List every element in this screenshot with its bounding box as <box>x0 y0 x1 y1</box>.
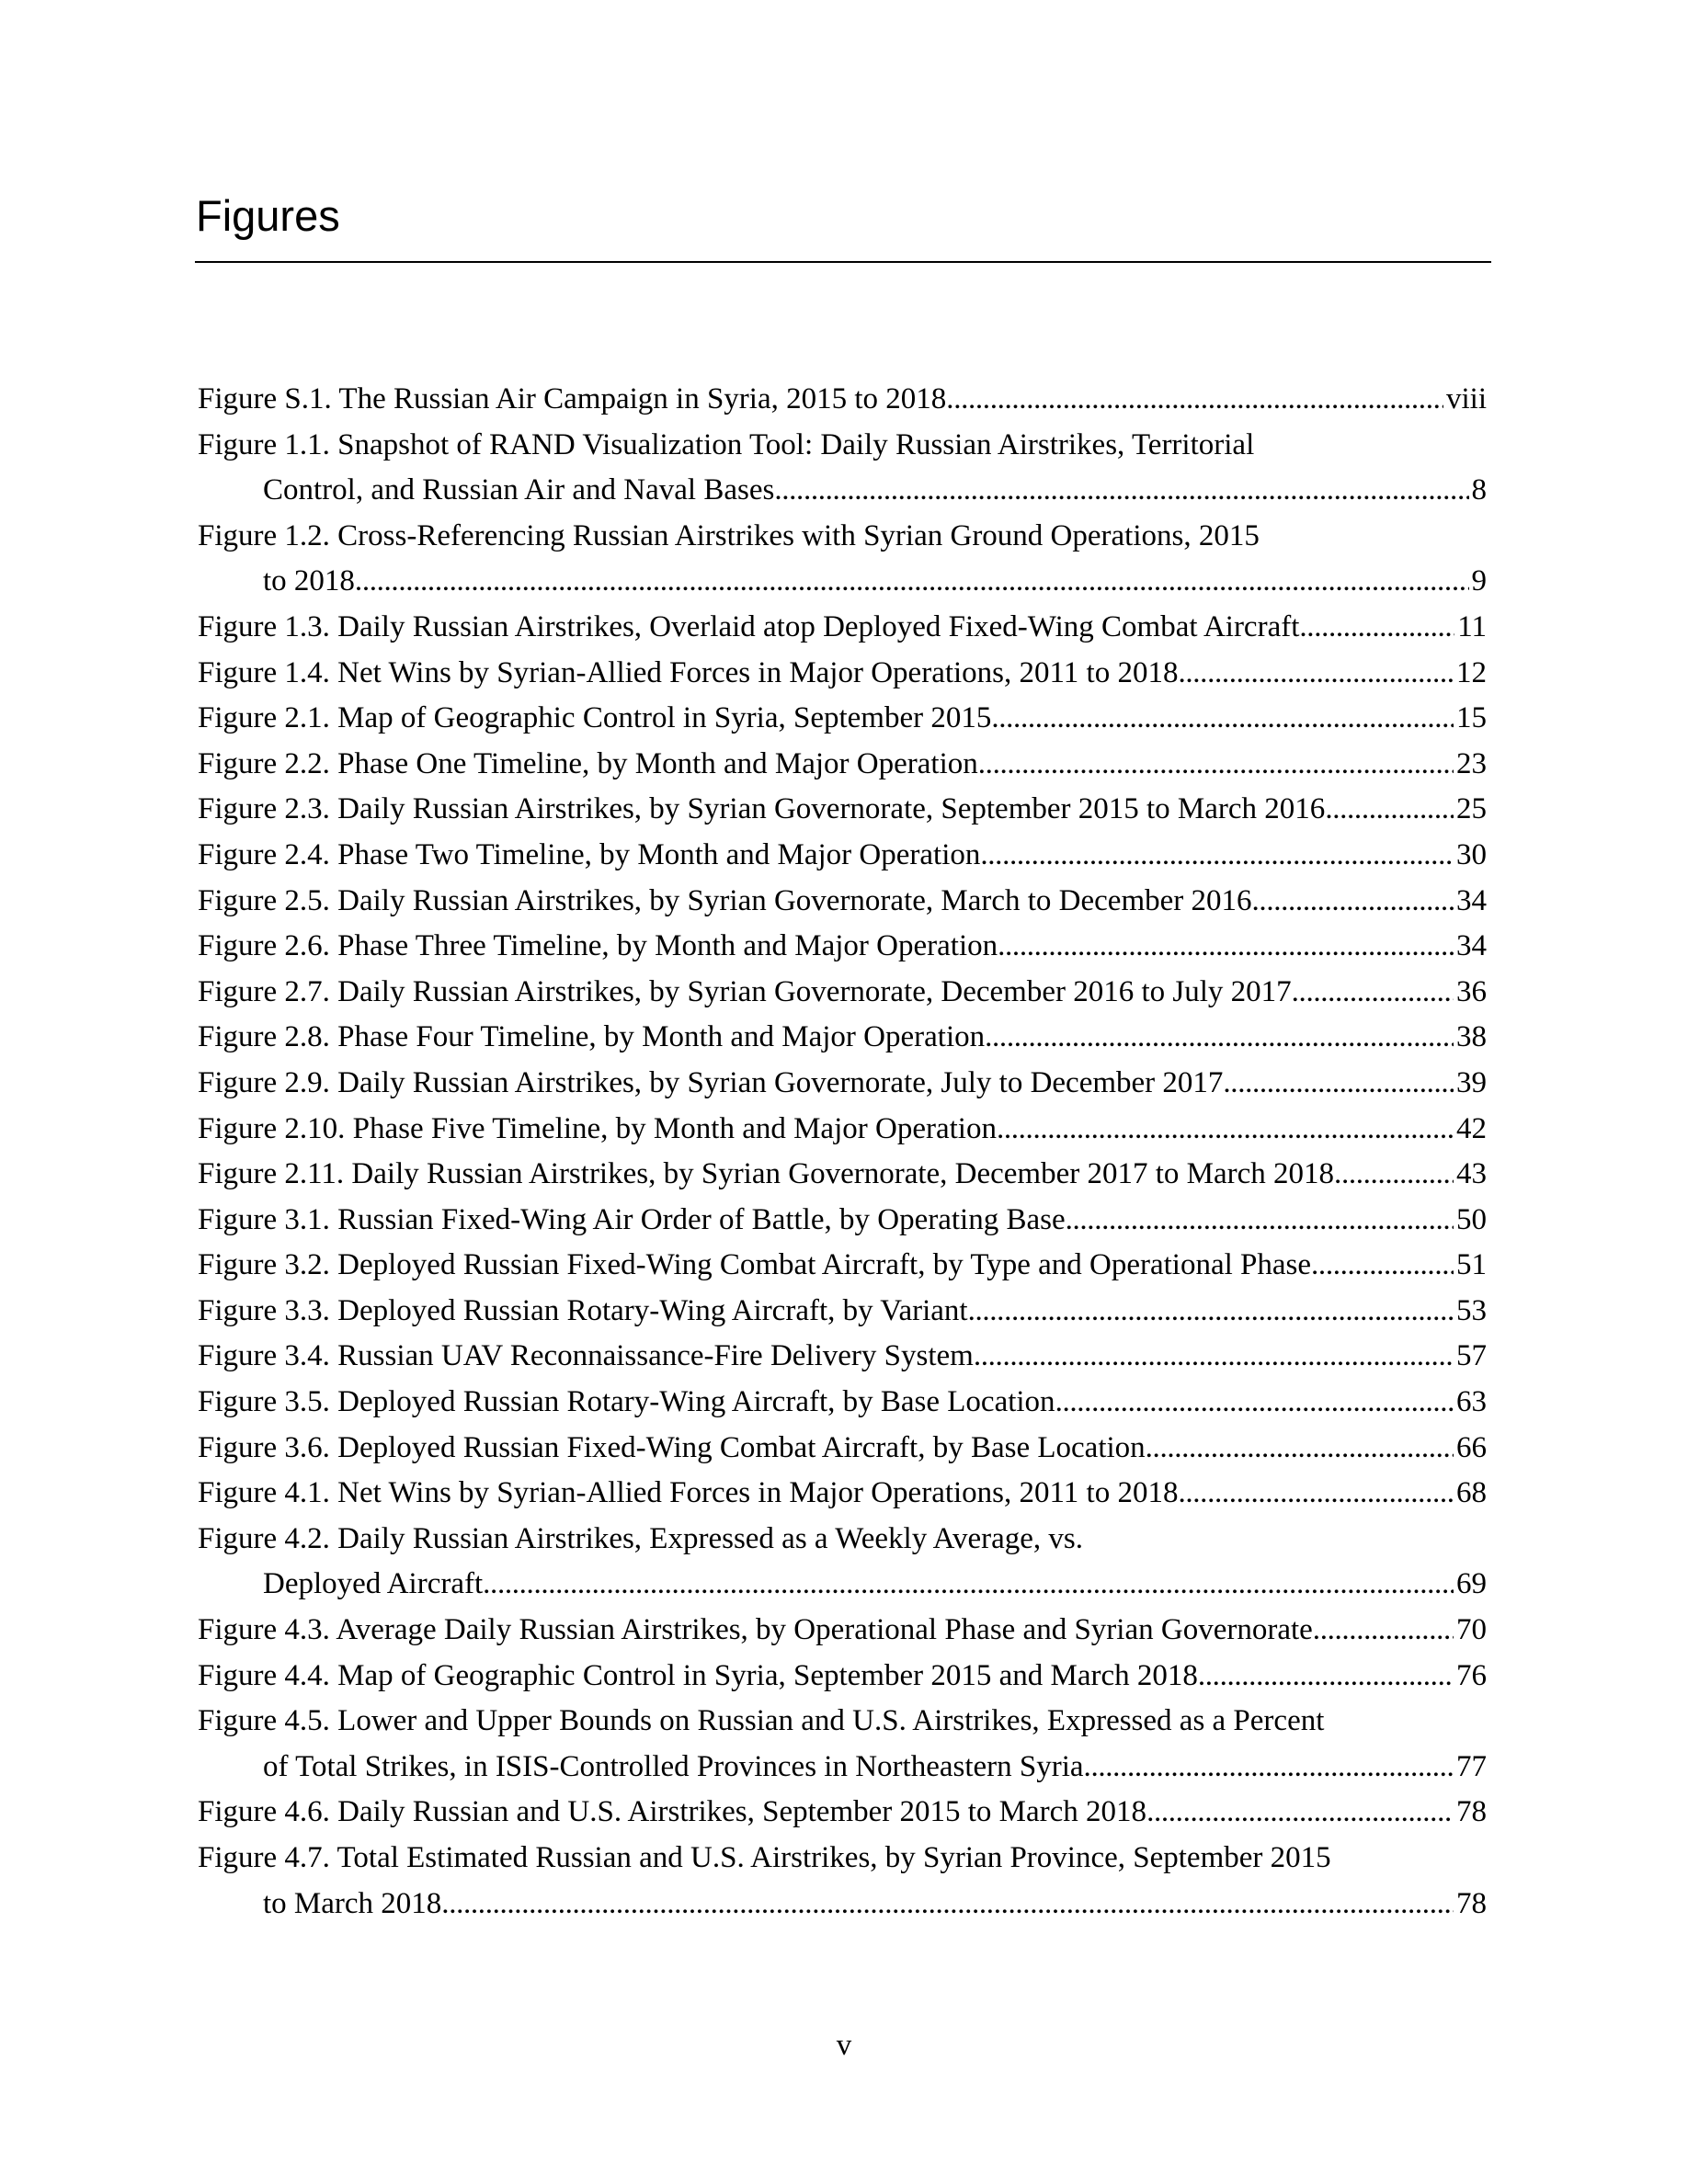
toc-entry-title: Figure 2.7. Daily Russian Airstrikes, by Syrian Governorate, December 2016 to July 2017 <box>198 974 1292 1008</box>
toc-entry[interactable] <box>198 1015 1487 1061</box>
toc-page-number: 63 <box>1456 1385 1487 1419</box>
page-title: Figures <box>196 191 340 240</box>
dot-leader <box>974 1334 1454 1380</box>
toc-entry[interactable] <box>198 1380 1487 1426</box>
list-of-figures <box>198 377 1487 1927</box>
toc-page-number: 42 <box>1456 1111 1487 1145</box>
toc-page-number: 39 <box>1456 1065 1487 1099</box>
toc-entry[interactable] <box>198 423 1487 514</box>
dot-leader <box>1313 1608 1454 1654</box>
toc-entry[interactable] <box>198 1334 1487 1380</box>
dot-leader <box>998 924 1454 970</box>
toc-entry-title: Figure 3.3. Deployed Russian Rotary-Wing Aircraft, by Variant <box>198 1293 968 1327</box>
toc-entry[interactable] <box>198 1061 1487 1107</box>
toc-entry-line <box>198 1836 1487 1882</box>
toc-entry-line <box>198 1380 1487 1426</box>
dot-leader <box>1252 879 1454 925</box>
toc-entry-line <box>198 1471 1487 1517</box>
toc-entry[interactable] <box>198 970 1487 1016</box>
toc-entry[interactable] <box>198 1654 1487 1700</box>
toc-entry-title: Figure 4.3. Average Daily Russian Airstrikes, by Operational Phase and Syrian Governorate <box>198 1613 1313 1647</box>
toc-entry[interactable] <box>198 1608 1487 1654</box>
toc-entry-line <box>198 1061 1487 1107</box>
toc-entry[interactable] <box>198 1289 1487 1335</box>
toc-entry[interactable] <box>198 605 1487 651</box>
toc-entry[interactable] <box>198 696 1487 742</box>
toc-entry-title: Figure 3.6. Deployed Russian Fixed-Wing Combat Aircraft, by Base Location <box>198 1430 1146 1464</box>
toc-entry-line <box>198 833 1487 879</box>
toc-page-number: 70 <box>1456 1613 1487 1647</box>
toc-entry[interactable] <box>198 1152 1487 1198</box>
toc-entry-title: Figure 2.3. Daily Russian Airstrikes, by Syrian Governorate, September 2015 to March 2016 <box>198 792 1326 826</box>
toc-entry[interactable] <box>198 514 1487 605</box>
toc-page-number: 9 <box>1471 564 1487 598</box>
toc-entry-line <box>198 1243 1487 1289</box>
dot-leader <box>1299 605 1454 651</box>
toc-entry-title: Figure 1.1. Snapshot of RAND Visualization Tool: Daily Russian Airstrikes, Territorial <box>198 427 1255 461</box>
toc-entry-title: Figure 4.1. Net Wins by Syrian-Allied Forces in Major Operations, 2011 to 2018 <box>198 1476 1179 1510</box>
toc-entry-line <box>198 1608 1487 1654</box>
toc-page-number: 66 <box>1456 1430 1487 1464</box>
toc-entry-line <box>198 696 1487 742</box>
toc-entry-title: Deployed Aircraft <box>263 1567 484 1601</box>
toc-entry-line <box>198 742 1487 788</box>
dot-leader <box>968 1289 1454 1335</box>
toc-page-number: 23 <box>1456 746 1487 780</box>
toc-page-number: 78 <box>1456 1795 1487 1829</box>
toc-page-number: 50 <box>1456 1202 1487 1236</box>
toc-page-number: 69 <box>1456 1567 1487 1601</box>
toc-entry-line <box>198 377 1487 423</box>
toc-entry[interactable] <box>198 1107 1487 1153</box>
toc-entry-title: to March 2018 <box>263 1886 442 1920</box>
toc-entry-title: Control, and Russian Air and Naval Bases <box>263 473 775 507</box>
dot-leader <box>978 742 1454 788</box>
toc-entry-title: Figure 2.8. Phase Four Timeline, by Month and Major Operation <box>198 1020 986 1054</box>
toc-entry-title: Figure 1.3. Daily Russian Airstrikes, Overlaid atop Deployed Fixed-Wing Combat Aircraft <box>198 609 1300 643</box>
title-rule <box>195 261 1491 263</box>
toc-entry-title: Figure 3.5. Deployed Russian Rotary-Wing Aircraft, by Base Location <box>198 1385 1055 1419</box>
toc-entry[interactable] <box>198 377 1487 423</box>
toc-entry[interactable] <box>198 1790 1487 1836</box>
toc-entry-title: Figure 2.9. Daily Russian Airstrikes, by Syrian Governorate, July to December 2017 <box>198 1065 1224 1099</box>
toc-entry-line <box>198 1334 1487 1380</box>
toc-page-number: 38 <box>1456 1020 1487 1054</box>
dot-leader <box>441 1882 1454 1928</box>
toc-entry[interactable] <box>198 1198 1487 1244</box>
dot-leader <box>1066 1198 1454 1244</box>
dot-leader <box>1223 1061 1454 1107</box>
toc-entry[interactable] <box>198 833 1487 879</box>
toc-entry[interactable] <box>198 924 1487 970</box>
toc-entry-title: Figure 4.6. Daily Russian and U.S. Airstrikes, September 2015 to March 2018 <box>198 1795 1147 1829</box>
toc-entry-continuation-line <box>198 1745 1487 1791</box>
page-number-footer: v <box>836 2029 852 2062</box>
toc-entry-title: Figure 4.4. Map of Geographic Control in Syria, September 2015 and March 2018 <box>198 1658 1198 1692</box>
dot-leader <box>991 696 1454 742</box>
toc-entry[interactable] <box>198 787 1487 833</box>
dot-leader <box>1325 787 1454 833</box>
toc-entry-line <box>198 1790 1487 1836</box>
toc-entry-title: Figure 2.11. Daily Russian Airstrikes, by Syrian Governorate, December 2017 to March 2018 <box>198 1157 1335 1191</box>
toc-entry-line <box>198 1426 1487 1472</box>
toc-entry-title: Figure 2.1. Map of Geographic Control in Syria, September 2015 <box>198 701 992 735</box>
toc-entry-line <box>198 605 1487 651</box>
dot-leader <box>355 559 1469 605</box>
dot-leader <box>1198 1654 1454 1700</box>
dot-leader <box>985 1015 1454 1061</box>
toc-page-number: 51 <box>1456 1248 1487 1282</box>
toc-entry-line <box>198 787 1487 833</box>
toc-page-number: 43 <box>1456 1157 1487 1191</box>
toc-entry-line <box>198 651 1487 697</box>
toc-page-number: 34 <box>1456 883 1487 917</box>
toc-entry-title: Figure 3.4. Russian UAV Reconnaissance-Fire Delivery System <box>198 1339 974 1373</box>
toc-page-number: 53 <box>1456 1293 1487 1327</box>
toc-entry-line <box>198 1152 1487 1198</box>
toc-entry[interactable] <box>198 1243 1487 1289</box>
toc-entry-line <box>198 879 1487 925</box>
toc-page-number: 68 <box>1456 1476 1487 1510</box>
dot-leader <box>774 468 1468 514</box>
toc-entry-line <box>198 1654 1487 1700</box>
toc-entry-line <box>198 970 1487 1016</box>
dot-leader <box>1178 1471 1454 1517</box>
toc-entry-line <box>198 924 1487 970</box>
toc-entry-title: Figure 4.2. Daily Russian Airstrikes, Expressed as a Weekly Average, vs. <box>198 1521 1084 1555</box>
toc-page-number: 15 <box>1456 701 1487 735</box>
toc-entry-title: Figure 2.10. Phase Five Timeline, by Month and Major Operation <box>198 1111 997 1145</box>
toc-page-number: viii <box>1445 382 1487 415</box>
toc-page-number: 76 <box>1456 1658 1487 1692</box>
toc-entry-title: Figure 4.5. Lower and Upper Bounds on Russian and U.S. Airstrikes, Expressed as a Percent <box>198 1704 1325 1738</box>
toc-entry[interactable] <box>198 1426 1487 1472</box>
dot-leader <box>946 377 1443 423</box>
toc-entry[interactable] <box>198 1699 1487 1790</box>
toc-entry[interactable] <box>198 651 1487 697</box>
dot-leader <box>980 833 1454 879</box>
toc-entry[interactable] <box>198 1471 1487 1517</box>
toc-entry-title: Figure 2.5. Daily Russian Airstrikes, by Syrian Governorate, March to December 2016 <box>198 883 1252 917</box>
dot-leader <box>1334 1152 1454 1198</box>
toc-entry-title: Figure 4.7. Total Estimated Russian and U.S. Airstrikes, by Syrian Province, September 2015 <box>198 1841 1331 1874</box>
toc-entry-continuation-line <box>198 559 1487 605</box>
toc-entry-continuation-line <box>198 1882 1487 1928</box>
toc-entry-title: Figure 1.4. Net Wins by Syrian-Allied Forces in Major Operations, 2011 to 2018 <box>198 655 1179 689</box>
toc-entry-line <box>198 1517 1487 1563</box>
toc-entry[interactable] <box>198 742 1487 788</box>
toc-page-number: 36 <box>1456 974 1487 1008</box>
toc-entry-title: Figure 2.6. Phase Three Timeline, by Month and Major Operation <box>198 929 998 963</box>
toc-entry-title: Figure S.1. The Russian Air Campaign in Syria, 2015 to 2018 <box>198 382 947 415</box>
toc-entry-title: to 2018 <box>263 564 355 598</box>
toc-entry-line <box>198 423 1487 469</box>
toc-entry-line <box>198 1699 1487 1745</box>
toc-page-number: 78 <box>1456 1886 1487 1920</box>
dot-leader <box>1146 1790 1454 1836</box>
toc-entry-title: Figure 3.2. Deployed Russian Fixed-Wing Combat Aircraft, by Type and Operational Phase <box>198 1248 1312 1282</box>
toc-page-number: 11 <box>1457 609 1487 643</box>
toc-entry-title: Figure 2.2. Phase One Timeline, by Month and Major Operation <box>198 746 978 780</box>
toc-entry[interactable] <box>198 879 1487 925</box>
toc-entry-line <box>198 1198 1487 1244</box>
toc-entry-title: Figure 1.2. Cross-Referencing Russian Airstrikes with Syrian Ground Operations, 2015 <box>198 518 1260 552</box>
toc-page-number: 57 <box>1456 1339 1487 1373</box>
toc-entry-title: of Total Strikes, in ISIS-Controlled Provinces in Northeastern Syria <box>263 1749 1084 1783</box>
toc-entry-line <box>198 1107 1487 1153</box>
toc-entry[interactable] <box>198 1517 1487 1608</box>
toc-page-number: 12 <box>1456 655 1487 689</box>
dot-leader <box>1084 1745 1454 1791</box>
toc-entry[interactable] <box>198 1836 1487 1927</box>
toc-entry-line <box>198 514 1487 560</box>
toc-page-number: 77 <box>1456 1749 1487 1783</box>
toc-page-number: 25 <box>1456 792 1487 826</box>
toc-page-number: 8 <box>1471 473 1487 507</box>
dot-leader <box>483 1562 1454 1608</box>
dot-leader <box>1146 1426 1454 1472</box>
toc-entry-continuation-line <box>198 1562 1487 1608</box>
toc-entry-line <box>198 1289 1487 1335</box>
dot-leader <box>1178 651 1454 697</box>
toc-entry-title: Figure 2.4. Phase Two Timeline, by Month and Major Operation <box>198 837 981 871</box>
dot-leader <box>997 1107 1454 1153</box>
toc-page-number: 30 <box>1456 837 1487 871</box>
toc-entry-title: Figure 3.1. Russian Fixed-Wing Air Order of Battle, by Operating Base <box>198 1202 1066 1236</box>
toc-entry-line <box>198 1015 1487 1061</box>
dot-leader <box>1055 1380 1454 1426</box>
dot-leader <box>1292 970 1454 1016</box>
toc-entry-continuation-line <box>198 468 1487 514</box>
toc-page-number: 34 <box>1456 929 1487 963</box>
dot-leader <box>1311 1243 1454 1289</box>
